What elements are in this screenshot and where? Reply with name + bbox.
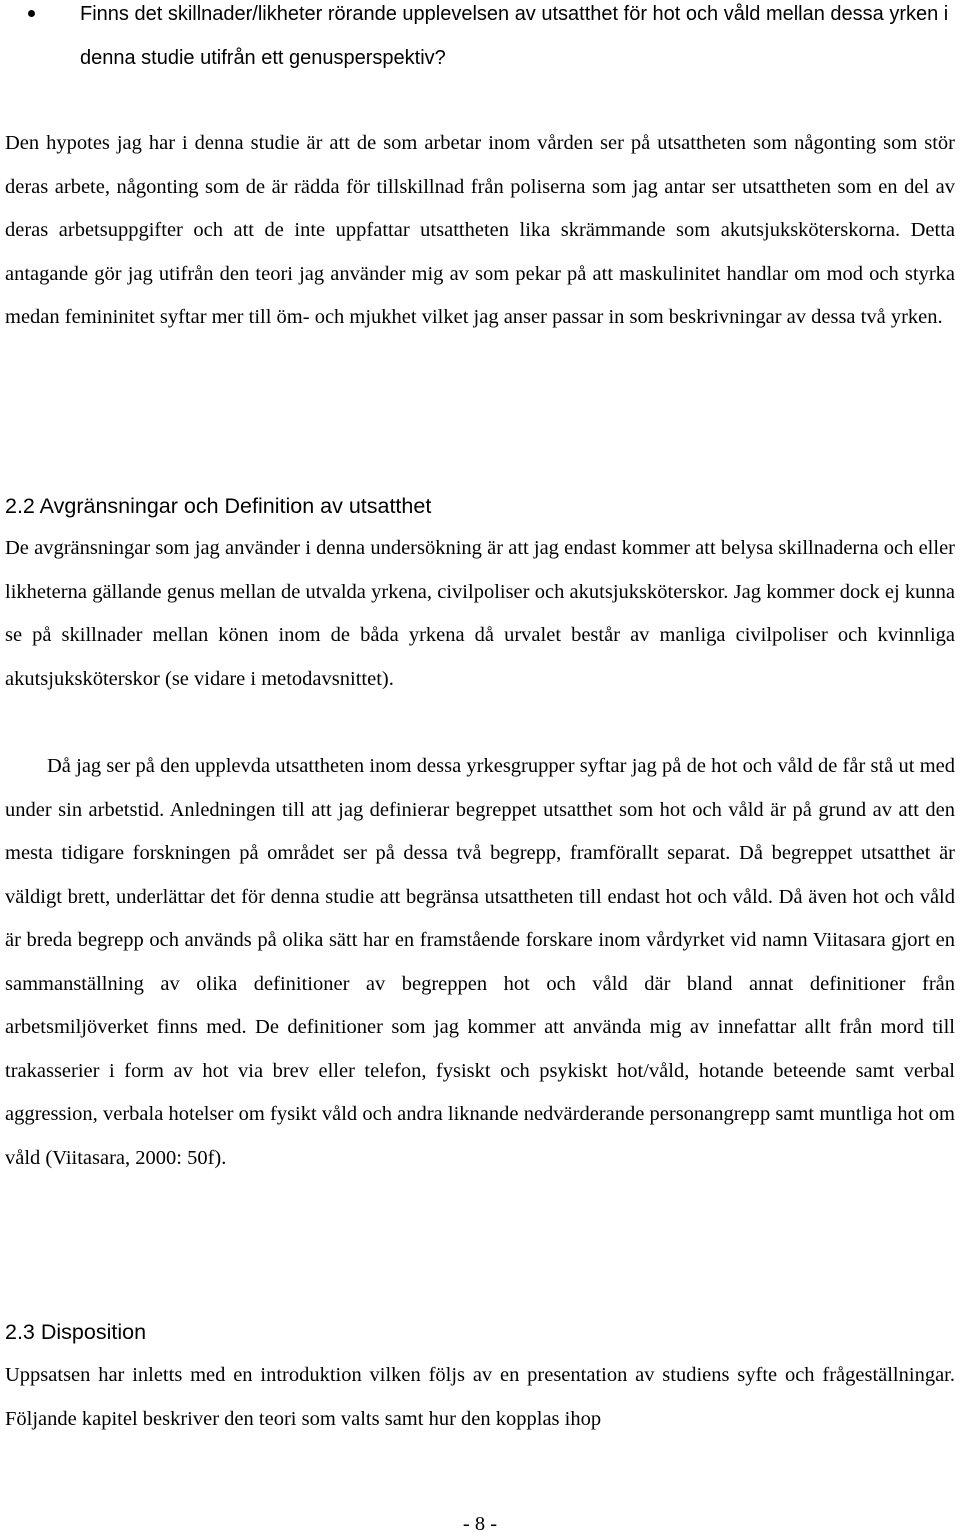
section-heading-2-2: 2.2 Avgränsningar och Definition av utsatthet (5, 494, 432, 518)
section-heading-2-3: 2.3 Disposition (5, 1320, 147, 1344)
delimitation-paragraph: De avgränsningar som jag använder i denna undersökning är att jag endast kommer att belysa skillnaderna och eller likheterna gällande genus mellan de utvalda yrkena, civilpoliser och akutsjuksköterskor. Jag kommer dock ej kunna se på skillnader mellan könen inom de båda yrkena då urvalet består av manliga civilpoliser och kvinnliga akutsjuksköterskor (se vidare i metodavsnittet). (5, 537, 955, 690)
disposition-paragraph: Uppsatsen har inletts med en introduktion vilken följs av en presentation av studiens syfte och frågeställningar. Följande kapitel beskriver den teori som valts samt hur den kopplas ihop (5, 1364, 955, 1430)
definition-paragraph: Då jag ser på den upplevda utsattheten inom dessa yrkesgrupper syftar jag på de hot och våld de får stå ut med under sin arbetstid. Anledningen till att jag definierar begreppet utsatthet som hot och våld är på grund av att den mesta tidigare forskningen på området ser på dessa två begrepp, framförallt separat. Då begreppet utsatthet är väldigt brett, underlättar det för denna studie att begränsa utsattheten till endast hot och våld. Då även hot och våld är breda begrepp och används på olika sätt har en framstående forskare inom vårdyrket vid namn Viitasara gjort en sammanställning av olika definitioner av begreppen hot och våld där bland annat definitioner från arbetsmiljöverket finns med. De definitioner som jag kommer att använda mig av innefattar allt från mord till trakasserier i form av hot via brev eller telefon, fysiskt och psykiskt hot/våld, hotande beteende samt verbal aggression, verbala hotelser om fysikt våld och andra liknande nedvärderande personangrepp samt muntliga hot om våld (Viitasara, 2000: 50f). (5, 755, 955, 1169)
page-number: - 8 - (462, 1513, 498, 1535)
bullet-text: Finns det skillnader/likheter rörande upplevelsen av utsatthet för hot och våld mellan dessa yrken i denna studie utifrån ett genusperspektiv? (80, 3, 949, 69)
bullet-icon (28, 10, 35, 17)
hypothesis-paragraph: Den hypotes jag har i denna studie är att de som arbetar inom vården ser på utsattheten som någonting som stör deras arbete, någonting som de är rädda för tillskillnad från poliserna som jag antar ser utsattheten som en del av deras arbetsuppgifter och att de inte uppfattar utsattheten lika skrämmande som akutsjuksköterskorna. Detta antagande gör jag utifrån den teori jag använder mig av som pekar på att maskulinitet handlar om mod och styrka medan femininitet syftar mer till öm- och mjukhet vilket jag anser passar in som beskrivningar av dessa två yrken. (5, 132, 955, 328)
